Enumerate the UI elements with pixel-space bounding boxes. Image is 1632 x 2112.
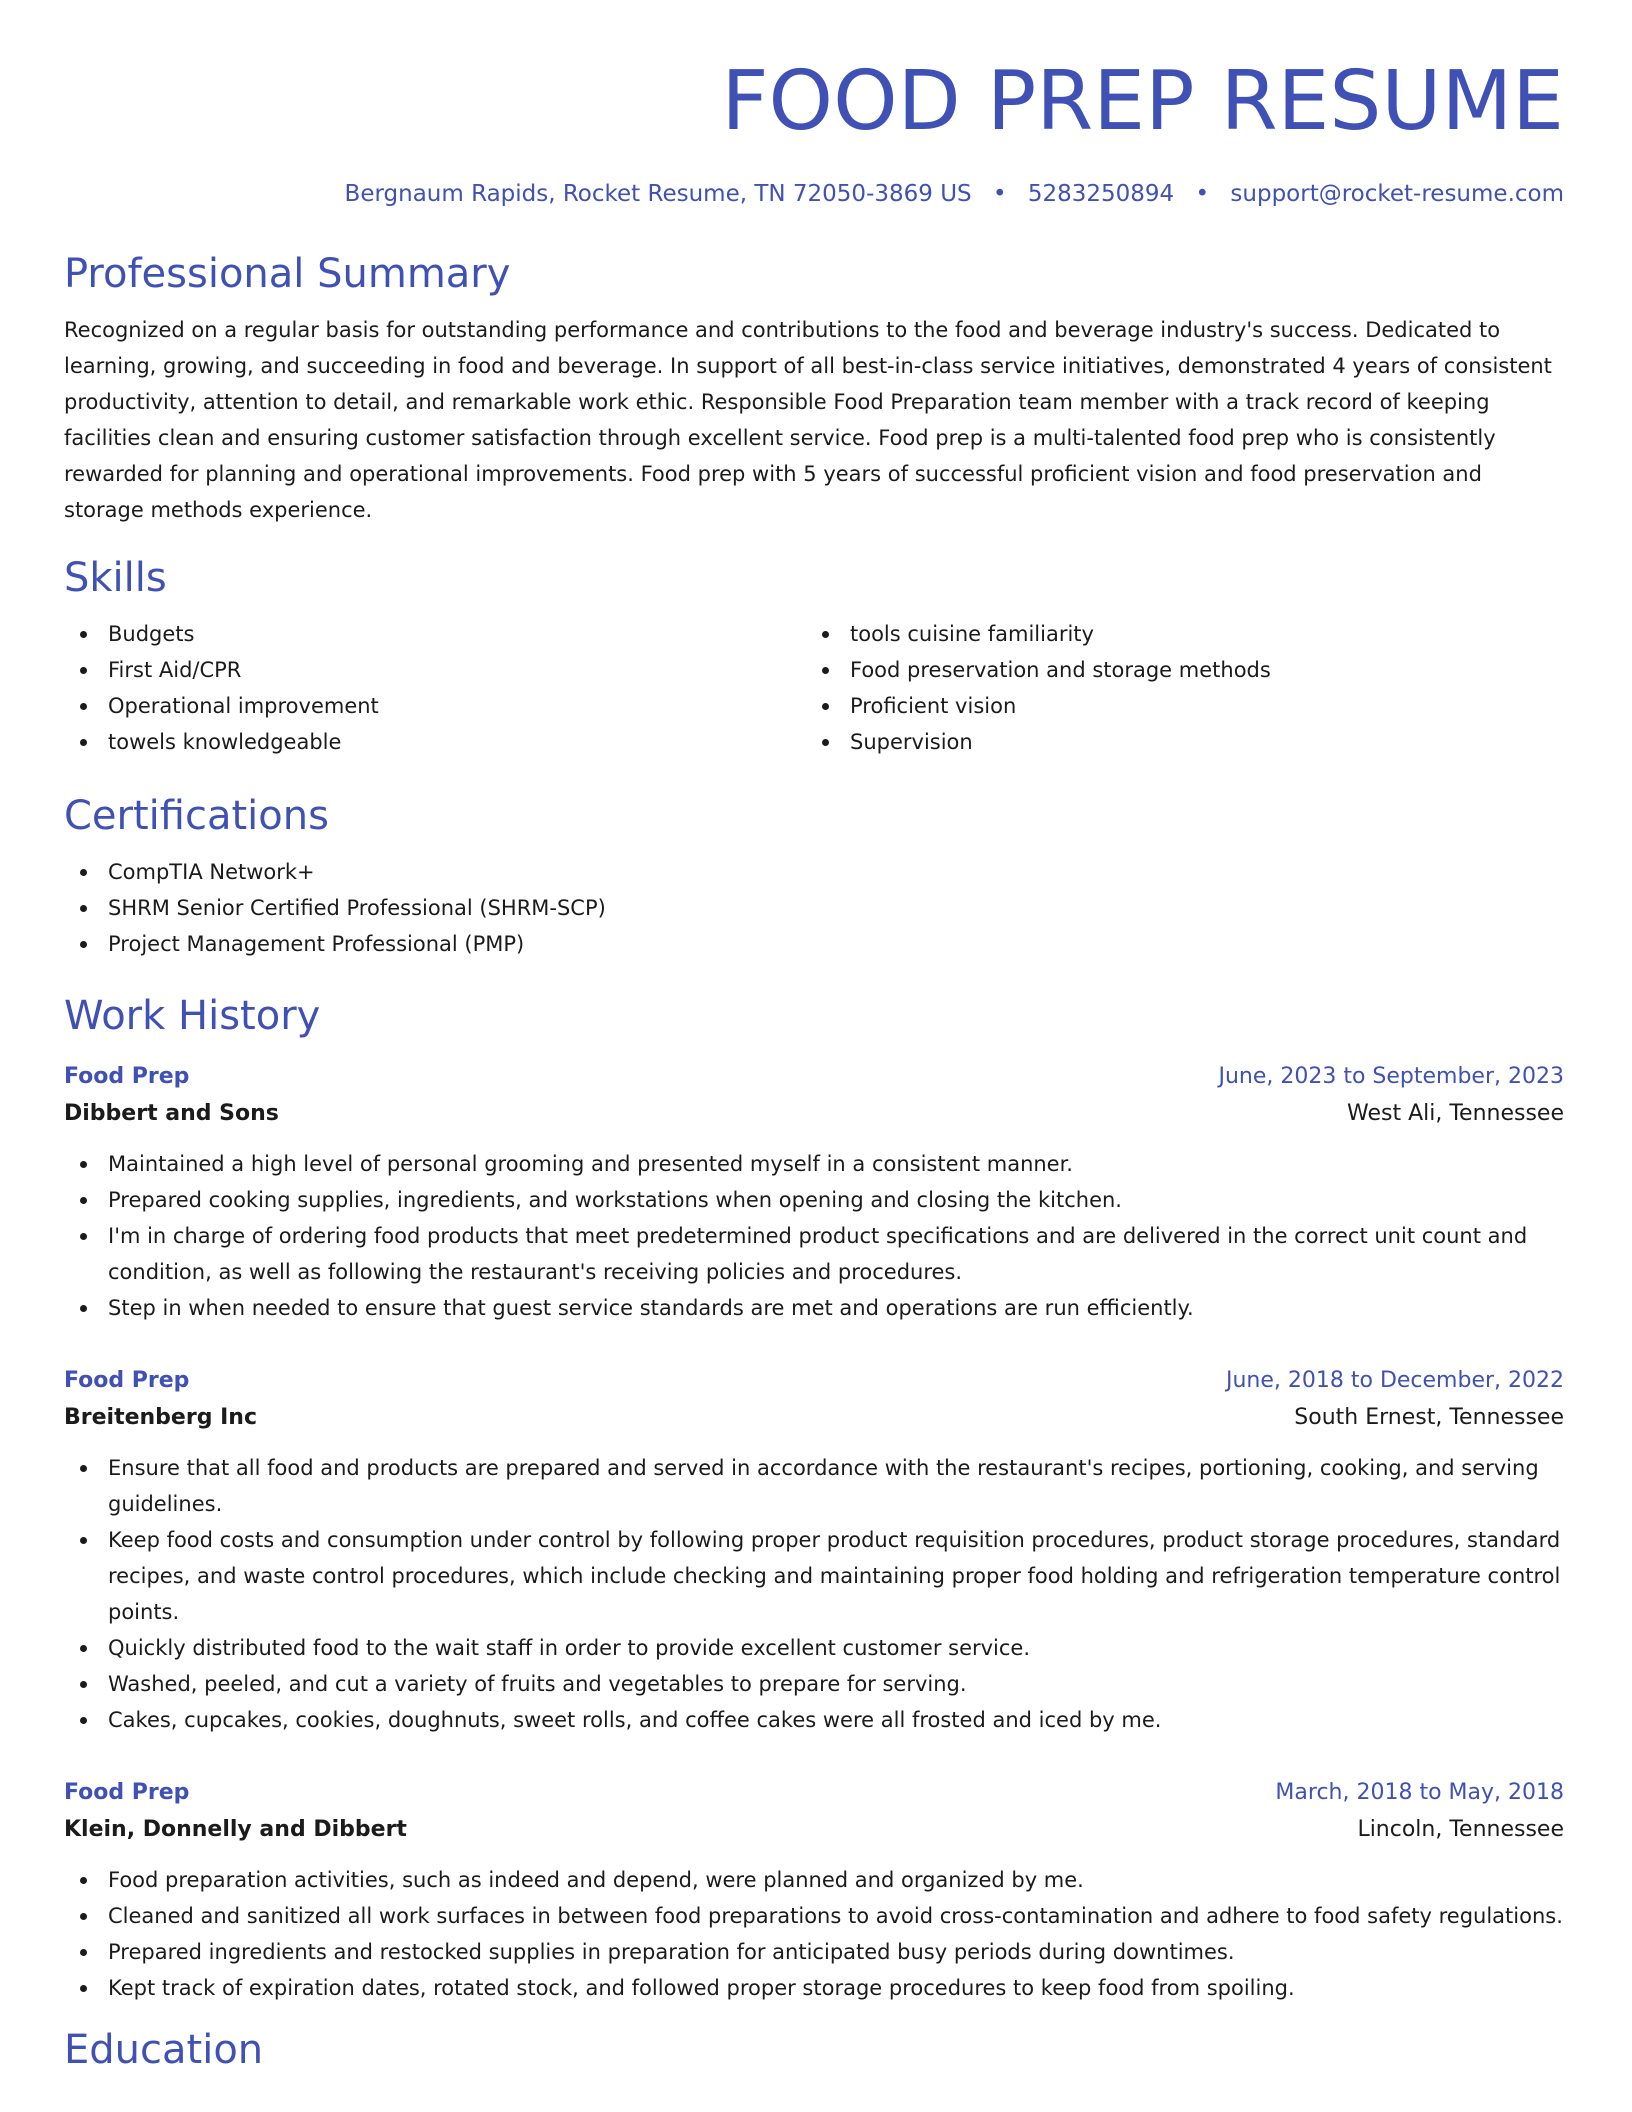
work-history-heading: Work History <box>64 993 321 1039</box>
job-duty: Washed, peeled, and cut a variety of fruits and vegetables to prepare for serving. <box>64 1666 1564 1702</box>
job-entry <box>64 1060 1564 1326</box>
job-location: South Ernest, Tennessee <box>1294 1405 1564 1430</box>
skill-item: Operational improvement <box>64 688 806 724</box>
job-duty: Quickly distributed food to the wait staff in order to provide excellent customer service. <box>64 1630 1564 1666</box>
certification-item: Project Management Professional (PMP) <box>64 926 1564 962</box>
education-heading: Education <box>64 2027 264 2073</box>
skill-item: tools cuisine familiarity <box>806 616 1548 652</box>
skill-item: First Aid/CPR <box>64 652 806 688</box>
job-duty: Step in when needed to ensure that guest service standards are met and operations are run efficiently. <box>64 1290 1564 1326</box>
contact-separator: • <box>992 181 1007 207</box>
contact-address: Bergnaum Rapids, Rocket Resume, TN 72050-3869 US <box>344 181 972 207</box>
job-company: Klein, Donnelly and Dibbert <box>64 1817 407 1842</box>
job-dates: June, 2023 to September, 2023 <box>1218 1064 1564 1089</box>
summary-heading: Professional Summary <box>64 251 511 297</box>
job-entry <box>64 1776 1564 2006</box>
job-duty: I'm in charge of ordering food products that meet predetermined product specifications and are delivered in the correct unit count and condition, as well as following the restaurant's receiving policies and procedures. <box>64 1218 1564 1290</box>
job-location: Lincoln, Tennessee <box>1357 1817 1564 1842</box>
job-duty: Prepared ingredients and restocked supplies in preparation for anticipated busy periods during downtimes. <box>64 1934 1564 1970</box>
job-duties-list <box>64 1862 1564 2006</box>
job-company-row <box>64 1810 1564 1850</box>
contact-line <box>64 178 1564 210</box>
job-header-row <box>64 1776 1564 1810</box>
job-title: Food Prep <box>64 1368 190 1393</box>
job-duties-list <box>64 1146 1564 1326</box>
job-company: Breitenberg Inc <box>64 1405 257 1430</box>
job-company-row <box>64 1094 1564 1134</box>
job-title: Food Prep <box>64 1780 190 1805</box>
skill-item: Budgets <box>64 616 806 652</box>
job-duty: Prepared cooking supplies, ingredients, and workstations when opening and closing the kitchen. <box>64 1182 1564 1218</box>
job-dates: June, 2018 to December, 2022 <box>1225 1368 1564 1393</box>
job-duty: Cakes, cupcakes, cookies, doughnuts, sweet rolls, and coffee cakes were all frosted and iced by me. <box>64 1702 1564 1738</box>
skill-item: Supervision <box>806 724 1548 760</box>
skill-item: towels knowledgeable <box>64 724 806 760</box>
summary-text: Recognized on a regular basis for outstanding performance and contributions to the food and beverage industry's success. Dedicated to learning, growing, and succeeding in food and beverage. In support of all best-in-class service initiatives, demonstrated 4 years of consistent productivity, attention to detail, and remarkable work ethic. Responsible Food Preparation team member with a track record of keeping facilities clean and ensuring customer satisfaction through excellent service. Food prep is a multi-talented food prep who is consistently rewarded for planning and operational improvements. Food prep with 5 years of successful proficient vision and food preservation and storage methods experience. <box>64 318 1552 522</box>
skills-grid <box>64 616 1564 760</box>
job-duty: Cleaned and sanitized all work surfaces in between food preparations to avoid cross-contamination and adhere to food safety regulations. <box>64 1898 1564 1934</box>
job-location: West Ali, Tennessee <box>1347 1101 1564 1126</box>
certification-item: SHRM Senior Certified Professional (SHRM-SCP) <box>64 890 1564 926</box>
job-dates: March, 2018 to May, 2018 <box>1275 1780 1564 1805</box>
skills-list-left <box>64 616 806 760</box>
skills-list-right <box>806 616 1548 760</box>
skills-column-right <box>806 616 1548 760</box>
job-header-row <box>64 1060 1564 1094</box>
certifications-list <box>64 854 1564 962</box>
job-header-row <box>64 1364 1564 1398</box>
job-duty: Maintained a high level of personal grooming and presented myself in a consistent manner. <box>64 1146 1564 1182</box>
skill-item: Food preservation and storage methods <box>806 652 1548 688</box>
job-duty: Ensure that all food and products are prepared and served in accordance with the restaurant's recipes, portioning, cooking, and serving guidelines. <box>64 1450 1564 1522</box>
contact-separator: • <box>1195 181 1210 207</box>
certification-item: CompTIA Network+ <box>64 854 1564 890</box>
job-title: Food Prep <box>64 1064 190 1089</box>
certifications-heading: Certifications <box>64 793 329 839</box>
contact-phone[interactable]: 5283250894 <box>1027 181 1175 207</box>
job-entry <box>64 1364 1564 1738</box>
job-duty: Food preparation activities, such as indeed and depend, were planned and organized by me. <box>64 1862 1564 1898</box>
job-company-row <box>64 1398 1564 1438</box>
resume-name: FOOD PREP RESUME <box>721 54 1564 149</box>
job-duties-list <box>64 1450 1564 1738</box>
contact-email[interactable]: support@rocket-resume.com <box>1230 181 1564 207</box>
job-company: Dibbert and Sons <box>64 1101 279 1126</box>
skills-heading: Skills <box>64 555 167 601</box>
skill-item: Proficient vision <box>806 688 1548 724</box>
skills-column-left <box>64 616 806 760</box>
job-duty: Kept track of expiration dates, rotated stock, and followed proper storage procedures to keep food from spoiling. <box>64 1970 1564 2006</box>
job-duty: Keep food costs and consumption under control by following proper product requisition procedures, product storage procedures, standard recipes, and waste control procedures, which include checking and maintaining proper food holding and refrigeration temperature control points. <box>64 1522 1564 1630</box>
